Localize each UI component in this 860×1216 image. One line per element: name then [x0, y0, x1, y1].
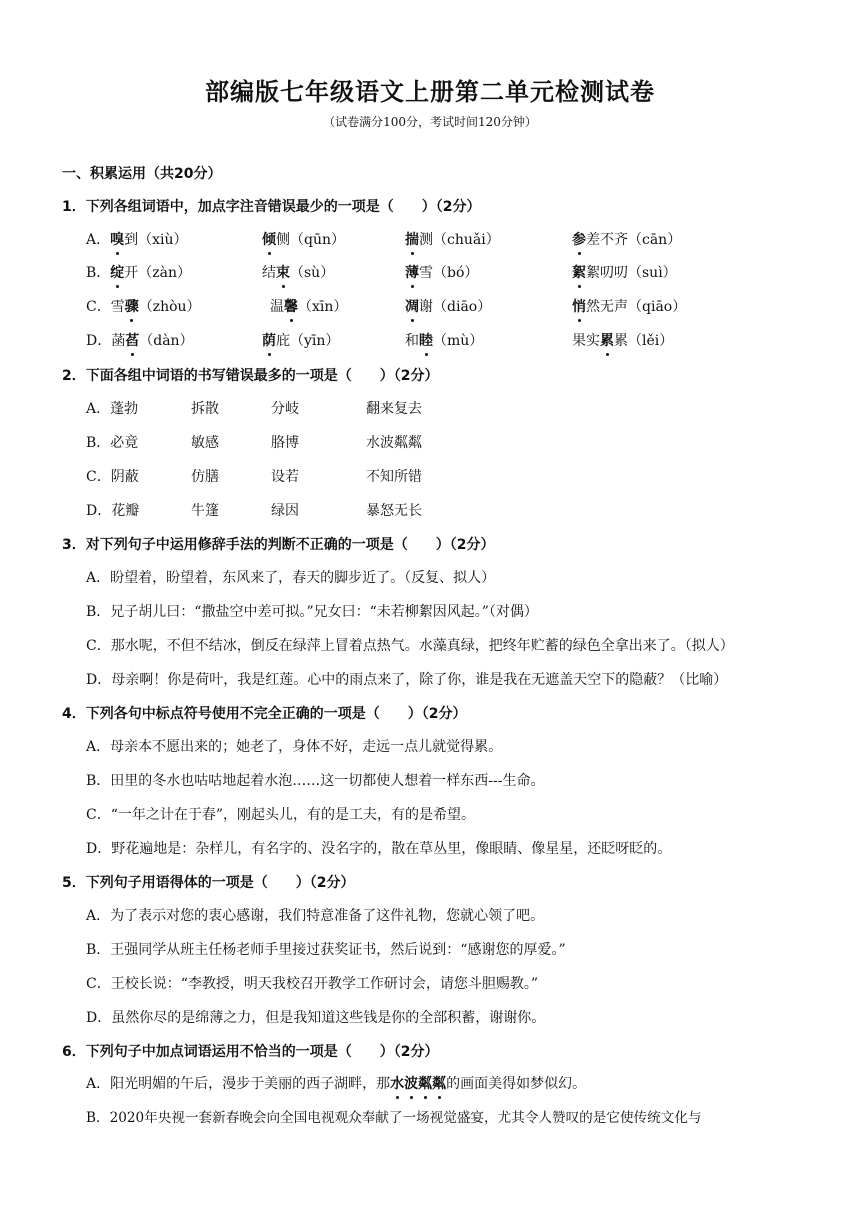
dotted-char: 睦 [419, 333, 433, 349]
question-2-word: 敏感 [191, 435, 219, 451]
question-2-word: D．花瓣 [86, 503, 140, 519]
exam-subtitle: （试卷满分100分，考试时间120分钟） [323, 115, 537, 129]
choice-pinyin: （dàn） [139, 333, 194, 349]
choice-pinyin: 测（chuǎi） [419, 232, 500, 248]
question-2-word: 暴怒无长 [366, 503, 422, 519]
dotted-char: 嗅 [110, 232, 125, 248]
question-3-option-d: D．母亲啊！你是荷叶，我是红莲。心中的雨点来了，除了你，谁是我在无遮盖天空下的隐蔽？（比喻） [86, 672, 728, 688]
choice-pinyin: 累（lěi） [614, 333, 674, 349]
question-6-stem: 6．下列句子中加点词语运用不恰当的一项是（ ）（2分） [62, 1044, 439, 1060]
dotted-char: 束 [276, 265, 290, 281]
question-2-word: B．必竟 [86, 435, 139, 451]
question-1-choice-item [572, 230, 681, 250]
question-3-option-b: B．兄子胡儿曰：“撒盐空中差可拟。”兄女曰：“未若柳絮因风起。”（对偶） [86, 604, 538, 620]
question-2-stem: 2．下面各组中词语的书写错误最多的一项是（ ）（2分） [62, 368, 439, 384]
choice-pinyin: 雪（bó） [419, 265, 479, 281]
dotted-char: 粼 [432, 1076, 447, 1092]
dotted-char: 薄 [405, 265, 419, 281]
question-1-choice-item [572, 263, 677, 283]
question-2-word: 牛篷 [191, 503, 219, 519]
question-5-option-b: B．王强同学从班主任杨老师手里接过获奖证书，然后说到：“感谢您的厚爱。” [86, 942, 566, 958]
choice-text: B． [86, 265, 111, 281]
question-4-option-a: A．母亲本不愿出来的；她老了，身体不好，走远一点儿就觉得累。 [86, 739, 503, 755]
choice-text: 果实 [572, 333, 600, 349]
question-1-choice-item [86, 331, 194, 351]
dotted-char: 悄 [572, 299, 586, 315]
question-4-option-b: B．田里的冬水也咕咕地起着水泡……这一切都使人想着一样东西---生命。 [86, 773, 545, 789]
question-4-option-c: C．“一年之计在于春”，刚起头儿，有的是工夫，有的是希望。 [86, 807, 476, 823]
question-5-stem: 5．下列句子用语得体的一项是（ ）（2分） [62, 875, 355, 891]
choice-pinyin: 絮叨叨（suì） [586, 265, 677, 281]
dotted-char: 水 [390, 1076, 405, 1092]
question-1-stem: 1．下列各组词语中，加点字注音错误最少的一项是（ ）（2分） [62, 199, 481, 215]
question-2-word: 水波粼粼 [366, 435, 422, 451]
choice-pinyin: 侧（qūn） [276, 232, 345, 248]
dotted-char: 波 [404, 1076, 419, 1092]
question-5-option-d: D．虽然你尽的是绵薄之力，但是我知道这些钱是你的全部积蓄，谢谢你。 [86, 1010, 546, 1026]
question-2-word: 翻来复去 [366, 401, 422, 417]
question-1-choice-item [262, 263, 334, 283]
question-6-option-a [86, 1074, 586, 1094]
dotted-char: 揣 [405, 232, 419, 248]
choice-pinyin: 开（zàn） [124, 265, 192, 281]
choice-pinyin: （zhòu） [138, 299, 201, 315]
question-2-word: 仿膳 [191, 469, 219, 485]
question-5-option-a: A．为了表示对您的衷心感谢，我们特意准备了这件礼物，您就心领了吧。 [86, 908, 545, 924]
question-4-option-d: D．野花遍地是：杂样儿，有名字的、没名字的，散在草丛里，像眼睛、像星星，还眨呀眨的。 [86, 841, 672, 857]
question-2-word: C．阴蔽 [86, 469, 139, 485]
question-1-choice-item [405, 230, 500, 250]
choice-text: A． [86, 232, 111, 248]
choice-pinyin: 然无声（qiāo） [586, 299, 687, 315]
question-2-word: 绿因 [271, 503, 299, 519]
question-2-word: A．蓬勃 [86, 401, 139, 417]
question-1-choice-item [262, 230, 345, 250]
question-3-option-a: A．盼望着，盼望着，东风来了，春天的脚步近了。（反复、拟人） [86, 570, 496, 586]
question-1-choice-item [86, 297, 201, 317]
option-a-text-before: A．阳光明媚的午后，漫步于美丽的西子湖畔，那 [86, 1076, 391, 1092]
question-1-choice-item [405, 263, 478, 283]
question-5-option-c: C．王校长说：“李教授，明天我校召开教学工作研讨会，请您斗胆赐教。” [86, 976, 539, 992]
choice-text: 温 [270, 299, 284, 315]
choice-pinyin: （sù） [290, 265, 335, 281]
choice-text: C．雪 [86, 299, 125, 315]
question-3-option-c: C．那水呢，不但不结冰，倒反在绿萍上冒着点热气。水藻真绿，把终年贮蓄的绿色全拿出来了。（拟人） [86, 638, 734, 654]
dotted-char: 絮 [572, 265, 586, 281]
question-1-choice-item [262, 331, 339, 351]
section-heading: 一、积累运用（共20分） [62, 166, 222, 182]
question-1-choice-item [405, 331, 483, 351]
question-1-choice-item [86, 263, 191, 283]
dotted-char: 萏 [125, 333, 140, 349]
question-1-choice-item [405, 297, 491, 317]
choice-text: 和 [405, 333, 419, 349]
question-2-word: 分岐 [271, 401, 299, 417]
question-2-word: 胳博 [271, 435, 299, 451]
option-a-text-after: 的画面美得如梦似幻。 [446, 1076, 587, 1092]
question-1-choice-item [572, 297, 686, 317]
dotted-char: 骤 [124, 299, 139, 315]
question-2-word: 不知所错 [366, 469, 422, 485]
choice-pinyin: 到（xiù） [124, 232, 188, 248]
question-1-choice-item [270, 297, 347, 317]
choice-text: D．菡 [86, 333, 126, 349]
question-4-stem: 4．下列各句中标点符号使用不完全正确的一项是（ ）（2分） [62, 706, 467, 722]
dotted-char: 凋 [405, 299, 419, 315]
question-1-choice-item [86, 230, 188, 250]
choice-pinyin: 庇（yīn） [276, 333, 340, 349]
dotted-char: 荫 [262, 333, 276, 349]
choice-pinyin: 谢（diāo） [419, 299, 492, 315]
question-3-stem: 3．对下列句子中运用修辞手法的判断不正确的一项是（ ）（2分） [62, 537, 495, 553]
exam-title: 部编版七年级语文上册第二单元检测试卷 [205, 78, 655, 106]
question-2-word: 拆散 [191, 401, 219, 417]
question-6-option-b: B．2020年央视一套新春晚会向全国电视观众奉献了一场视觉盛宴，尤其令人赞叹的是它使传统文化与 [86, 1110, 702, 1126]
choice-pinyin: （xīn） [298, 299, 348, 315]
choice-pinyin: （mù） [433, 333, 484, 349]
dotted-char: 馨 [284, 299, 298, 315]
dotted-char: 绽 [110, 265, 125, 281]
dotted-char: 粼 [418, 1076, 433, 1092]
dotted-char: 累 [600, 333, 614, 349]
question-2-word: 设若 [271, 469, 299, 485]
dotted-char: 倾 [262, 232, 276, 248]
dotted-char: 参 [572, 232, 586, 248]
choice-text: 结 [262, 265, 276, 281]
question-1-choice-item [572, 331, 673, 351]
choice-pinyin: 差不齐（cān） [586, 232, 682, 248]
